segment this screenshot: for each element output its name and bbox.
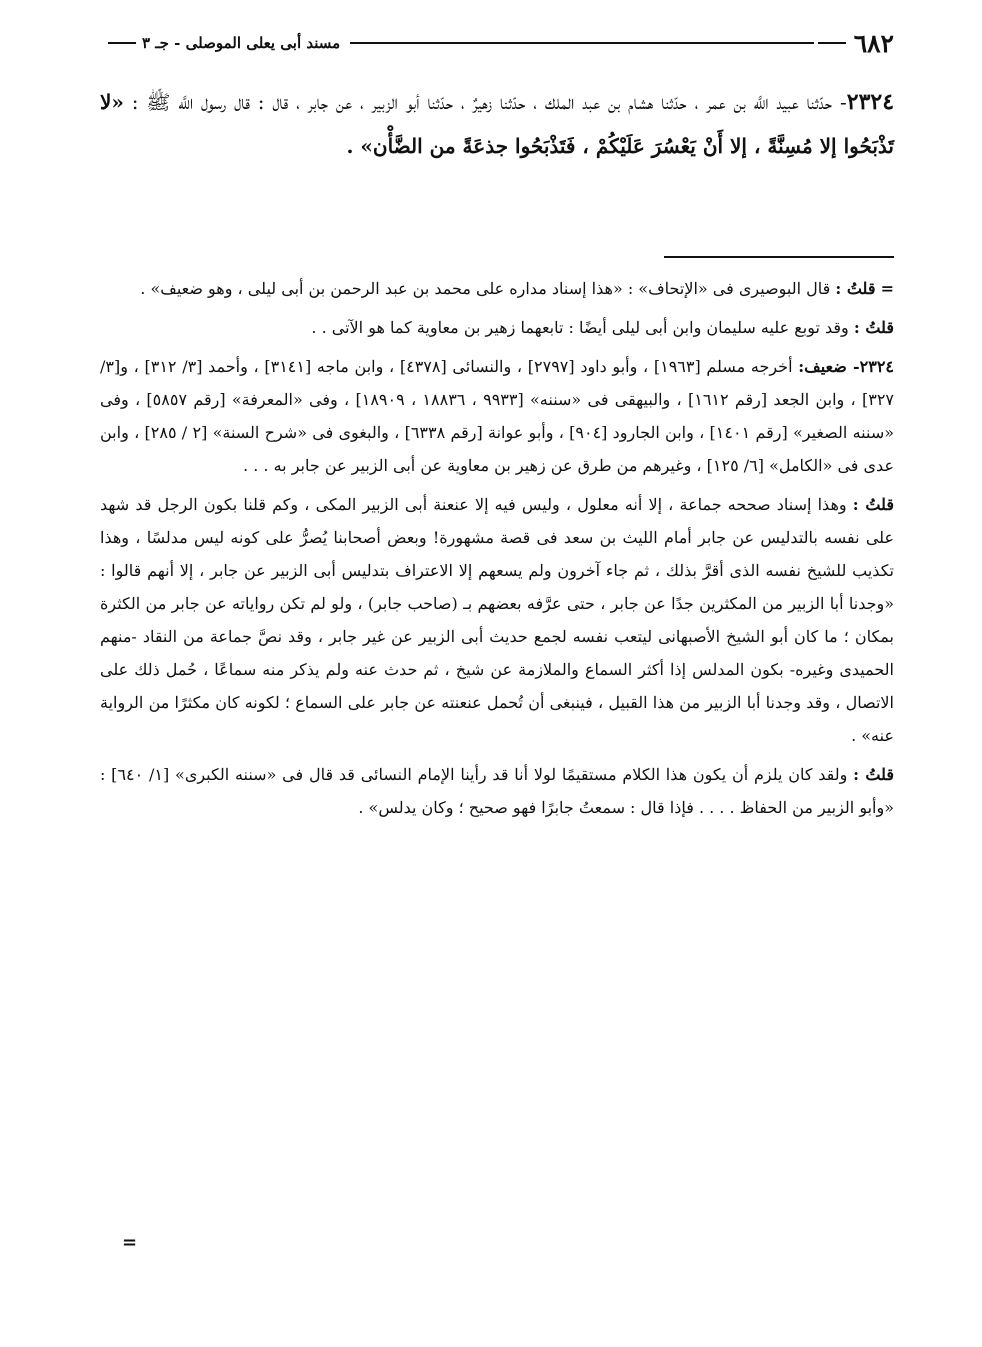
footnote-paragraph [100, 272, 894, 305]
footnotes-block [100, 272, 894, 830]
hadith-block [100, 80, 894, 168]
footnote-lead: قلتُ : [835, 279, 876, 298]
footnote-paragraph [100, 488, 894, 752]
footnote-text: وهذا إسناد صححه جماعة ، إلا أنه معلول ، وليس فيه إلا عنعنة أبى الزبير المكى ، وكم قلنا بكون الرجل قد شهد على نفسه بالتدليس عن جابر أمام الليث بن سعد فى قصة مشهورة! وبعض أصحابنا يُصرُّ على كونه ليس مدلسًا ، وهذا تكذيب للشيخ نفسه الذى أقرَّ بذلك ، ثم جاء آخرون ولم يسعهم إلا الاعتراف بتدليس أبى الزبير عن جابر ، إلا أنهم قالوا : «وجدنا أبا الزبير من المكثرين جدًا عن جابر ، حتى عرَّفه بعضهم بـ (صاحب جابر) ، ولو لم تكن رواياته عن جابر من الكثرة بمكان ؛ ما كان أبو الشيخ الأصبهانى ليتعب نفسه لجمع حديث أبى الزبير عن غير جابر ، وقد نصَّ جماعة من النقاد -منهم الحميدى وغيره- بكون المدلس إذا أكثر السماع والملازمة عن شيخ ، ثم حدث عنه ولم يذكر منه سماعًا ، حُمل ذلك على الاتصال ، وقد وجدنا أبا الزبير من هذا القبيل ، فينبغى أن تُحمل عنعنته عن جابر على السماع ؛ لكونه كان مكثرًا من الرواية عنه» . [100, 495, 894, 745]
footnote-lead: ٢٣٢٤- ضعيف: [798, 357, 895, 376]
footnote-text: ولقد كان يلزم أن يكون هذا الكلام مستقيمًا لولا أنا قد رأينا الإمام النسائى قد قال فى «سننه الكبرى» [١/ ٦٤٠] : «وأبو الزبير من الحفاظ . . . . فإذا قال : سمعتُ جابرًا فهو صحيح ؛ وكان يدلس» . [100, 765, 894, 817]
footnote-paragraph [100, 758, 894, 824]
footnote-text: وقد توبع عليه سليمان وابن أبى ليلى أيضًا : تابعهما زهير بن معاوية كما هو الآتى . . [311, 318, 849, 337]
footnote-text: أخرجه مسلم [١٩٦٣] ، وأبو داود [٢٧٩٧] ، والنسائى [٤٣٧٨] ، وابن ماجه [٣١٤١] ، وأحمد [٣/ ٣١٢] ، و[٣/ ٣٢٧] ، وابن الجعد [رقم ١٦١٢] ، والبيهقى فى «سننه» [٩٩٣٣ ، ١٨٨٣٦ ، ١٨٩٠٩] ، وفى «المعرفة» [رقم ٥٨٥٧] ، وفى «سننه الصغير» [رقم ١٤٠١] ، وابن الجارود [٩٠٤] ، وأبو عوانة [رقم ٦٣٣٨] ، والبغوى فى «شرح السنة» [٢ / ٢٨٥] ، وابن عدى فى «الكامل» [٦/ ١٢٥] ، وغيرهم من طرق عن زهير بن معاوية عن أبى الزبير عن جابر به . . . [100, 357, 895, 475]
header-rule-end [108, 42, 136, 44]
running-header [108, 26, 894, 60]
hadith-number: ٢٣٢٤ [846, 89, 895, 115]
page-number: ٦٨٢ [853, 28, 894, 58]
hadith-dash: - [839, 90, 847, 114]
footnote-lead: قلتُ : [852, 495, 894, 514]
footnote-text: قال البوصيرى فى «الإتحاف» : «هذا إسناد مداره على محمد بن عبد الرحمن بن أبى ليلى ، وهو ضعيف» . [140, 279, 831, 298]
footnote-lead: قلتُ : [853, 765, 894, 784]
hadith-matn: «لا تَذْبَحُوا إلا مُسِنَّةً ، إلا أَنْ يَعْسُرَ عَلَيْكُمْ ، فَتَذْبَحُوا جذعَةً من الضَّأْن» . [100, 90, 894, 158]
continuation-mark: = [880, 279, 894, 298]
header-rule-short [818, 42, 846, 44]
end-continuation-mark: = [122, 1232, 138, 1253]
running-title: مسند أبى يعلى الموصلى - جـ ٣ [142, 34, 341, 52]
footnote-separator [664, 256, 894, 258]
footnote-paragraph [100, 350, 894, 482]
footnote-lead: قلتُ : [853, 318, 894, 337]
footnote-paragraph [100, 311, 894, 344]
hadith-isnad: حدّثنا عبيد اللَّه بن عمر ، حدّثنا هشام بن عبد الملك ، حدّثنا زهيرٌ ، حدّثنا أبو الزبير ، عن جابر ، قال : قال رسول اللَّه ﷺ : [131, 90, 833, 114]
header-rule [350, 42, 814, 44]
